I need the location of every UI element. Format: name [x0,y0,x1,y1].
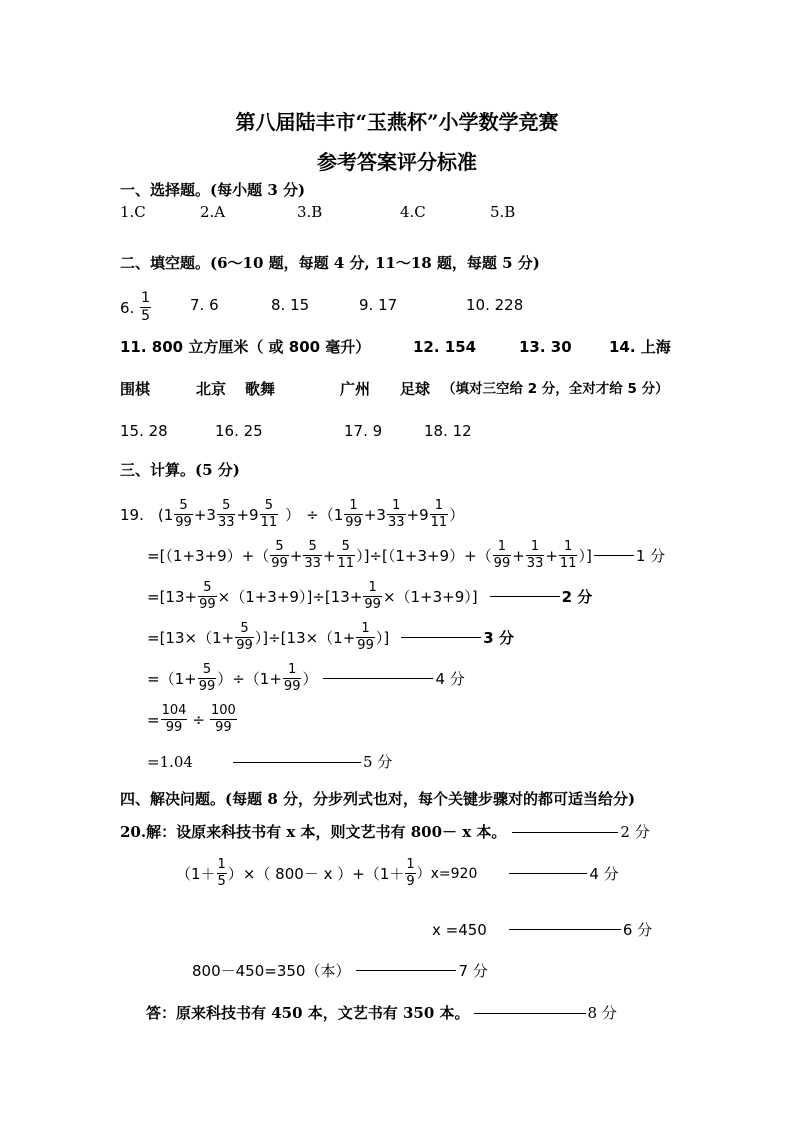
score-mark: 6 分 [622,920,653,939]
fill-answer-7: 7. 6 [190,296,219,314]
score-mark: 8 分 [587,1004,617,1022]
calc-line-2: =[13+ $\frac{5}{99}$ ×（1+3+9）]÷[13+ $\frac{1}{99}$ ×（1+3+9）] 2 分 [147,580,593,612]
score-mark: 2 分 [561,587,593,606]
q20-calc: 800－450=350（本） 7 分 [192,961,488,980]
fraction [140,290,151,325]
fill-answer-15: 15. 28 [120,422,168,440]
q20-x-value: x =450 6 分 [432,920,653,939]
fill-answer-11: 11. 800 立方厘米（ 或 800 毫升） [120,338,371,356]
fill-answer-17: 17. 9 [344,422,383,440]
score-mark: 2 分 [620,823,650,841]
section-1-heading: 一、选择题。(每小题 3 分) [120,181,306,199]
fill-answer-12: 12. 154 [413,338,477,356]
q14-word: 广州 [340,380,371,398]
fill-answer-10: 10. 228 [466,296,524,314]
calc-line-3: =[13×（1+ $\frac{5}{99}$ ）]÷[13×（1+ $\frac{1}{99}$ ）] 3 分 [147,621,514,653]
fill-answer-9: 9. 17 [359,296,398,314]
q6-label: 6. [120,298,135,317]
numerator: 1 [141,290,151,306]
score-mark: 5 分 [362,753,393,771]
q20-intro: 20.解：设原来科技书有 x 本，则文艺书有 800－ x 本。 2 分 [120,823,650,841]
score-mark: 3 分 [483,628,514,647]
page-title: 第八届陆丰市“玉燕杯”小学数学竞赛 [235,110,559,134]
calc-line-6: =1.04 5 分 [147,753,393,771]
fill-answer-14: 14. 上海 [609,338,671,356]
q14-word: 歌舞 [245,380,276,398]
q20-answer: 答：原来科技书有 450 本，文艺书有 350 本。 8 分 [146,1004,617,1022]
section-3-heading: 三、计算。(5 分) [120,461,240,479]
mc-answer: 4.C [400,203,426,221]
mc-answer: 2.A [200,203,226,221]
calc-line-5: = $\frac{104}{99}$ ÷ $\frac{100}{99}$ [147,703,236,735]
mc-answer: 3.B [297,203,323,221]
fill-answer-8: 8. 15 [271,296,310,314]
section-4-heading: 四、解决问题。(每题 8 分，分步列式也对，每个关键步骤对的都可适当给分) [120,790,636,808]
score-mark: 1 分 [635,546,666,565]
score-mark: 4 分 [589,864,619,883]
calc-line-1: =[（1+3+9）+（ $\frac{5}{99}$ + $\frac{5}{33}$ + $\frac{5}{11}$ ）]÷[（1+3+9）+（ $\frac{1}{99}$ + $\frac{1}{33}$ + $\frac{1}{11}$ ）] 1 分 [147,539,666,571]
score-mark: 7 分 [458,961,488,980]
fill-answer-18: 18. 12 [424,422,472,440]
calc-line-0: 19. (1 $\frac{5}{99}$ +3 $\frac{5}{33}$ +9 $\frac{5}{11}$ ） ÷（1 $\frac{1}{99}$ +3 $\frac{1}{33}$ +9 $\frac{1}{11}$ ） [120,498,465,530]
fill-answer-6 [120,290,152,325]
q20-equation: （1＋ $\frac{1}{5}$ ）×（ 800－ x ）+（1＋ $\frac{1}{9}$ ）x=920 4 分 [176,855,619,892]
q14-word: 围棋 [120,380,151,398]
calc-line-4: =（1+ $\frac{5}{99}$ ）÷（1+ $\frac{1}{99}$ ） 4 分 [147,662,465,694]
q14-scoring-note: （填对三空给 2 分，全对才给 5 分） [442,381,669,397]
fill-answer-16: 16. 25 [215,422,263,440]
score-mark: 4 分 [435,669,465,688]
q14-word: 北京 [196,380,227,398]
mc-answer: 1.C [120,203,146,221]
mc-answer: 5.B [490,203,516,221]
page-subtitle: 参考答案评分标准 [317,150,477,174]
fill-answer-13: 13. 30 [519,338,572,356]
denominator: 5 [141,308,151,324]
q14-word: 足球 [400,380,431,398]
section-2-heading: 二、填空题。(6～10 题，每题 4 分, 11～18 题，每题 5 分) [120,254,540,272]
